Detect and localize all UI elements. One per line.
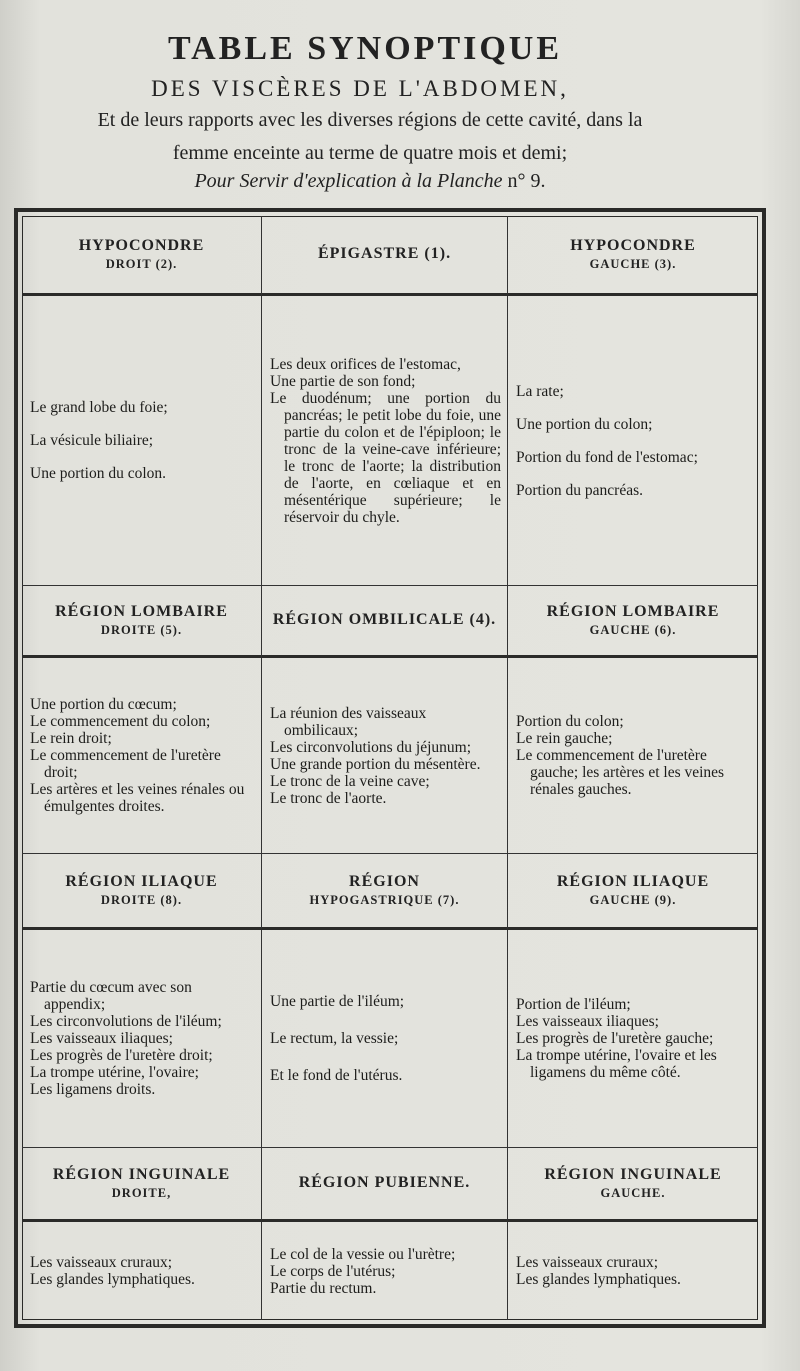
list-item: Le rein gauche; — [516, 730, 613, 747]
list-item: Les artères et les veines rénales ou émulgentes droites. — [30, 781, 245, 815]
list-item: Les ligamens droits. — [30, 1081, 156, 1098]
cell-lombaire-gauche — [508, 658, 758, 854]
header-lombaire-droite — [22, 586, 262, 658]
list-item: Partie du rectum. — [270, 1279, 377, 1297]
header-iliaque-droite — [22, 854, 262, 930]
header-hypogastrique — [262, 854, 508, 930]
subtitle — [10, 104, 730, 170]
header-sub: GAUCHE (3). — [589, 257, 677, 271]
cell-pubienne — [262, 1222, 508, 1320]
list-item: Les vaisseaux cruraux; — [516, 1254, 659, 1271]
cell-lombaire-droite — [22, 658, 262, 854]
list-item: Une portion du cœcum; — [30, 696, 177, 713]
header-title: RÉGION — [349, 873, 420, 890]
list-item: Le rectum, la vessie; — [270, 1030, 399, 1047]
list-item: Le col de la vessie ou l'urètre; — [270, 1245, 456, 1263]
list-item: Les circonvolutions du jéjunum; — [270, 738, 472, 756]
cell-hypocondre-droit — [22, 296, 262, 586]
explanation-italic: Pour Servir d'explication à la Planche — [194, 170, 503, 192]
list-item: Une grande portion du mésentère. — [270, 755, 481, 773]
header-iliaque-gauche — [508, 854, 758, 930]
list-item: Une portion du colon; — [516, 415, 653, 433]
list-item: La trompe utérine, l'ovaire; — [30, 1064, 199, 1081]
header-inguinale-droite — [22, 1148, 262, 1222]
list-item: La rate; — [516, 382, 564, 400]
list-item: Le tronc de la veine cave; — [270, 772, 430, 790]
page-title: TABLE SYNOPTIQUE — [167, 30, 563, 67]
cell-inguinale-droite — [22, 1222, 262, 1320]
list-item: Une partie de son fond; — [270, 372, 416, 390]
header-title: RÉGION INGUINALE — [544, 1166, 722, 1183]
cell-hypocondre-gauche — [508, 296, 758, 586]
list-item: Le grand lobe du foie; — [30, 399, 168, 416]
list-item: Les glandes lymphatiques. — [516, 1271, 681, 1288]
list-item: Les vaisseaux iliaques; — [516, 1013, 659, 1030]
list-item: Le commencement de l'uretère gauche; les artères et les veines rénales gauches. — [516, 747, 725, 798]
list-item: Le tronc de l'aorte. — [270, 789, 387, 807]
header-epigastre — [262, 216, 508, 296]
header-title: RÉGION INGUINALE — [52, 1166, 231, 1183]
header-hypocondre-gauche — [508, 216, 758, 296]
list-item: La vésicule biliaire; — [30, 432, 154, 449]
explanation-line — [10, 170, 730, 193]
list-item: Portion du colon; — [516, 713, 624, 730]
header-ombilicale — [262, 586, 508, 658]
explanation-number: n° 9. — [507, 170, 546, 192]
list-item: Une portion du colon. — [30, 465, 167, 482]
list-item: Les vaisseaux cruraux; — [30, 1254, 173, 1271]
list-item: Le commencement du colon; — [30, 713, 211, 730]
list-item: Une partie de l'iléum; — [270, 993, 405, 1010]
header-inguinale-gauche — [508, 1148, 758, 1222]
cell-inguinale-gauche — [508, 1222, 758, 1320]
list-item: Le rein droit; — [30, 730, 112, 747]
list-item: Portion du fond de l'estomac; — [516, 448, 698, 466]
page-title-line2: DES VISCÈRES DE L'ABDOMEN, — [151, 76, 569, 101]
header-sub: DROITE (8). — [100, 893, 183, 907]
header-title: HYPOCONDRE — [570, 237, 696, 254]
list-item: Les deux orifices de l'estomac, — [270, 355, 461, 373]
cell-ombilicale — [262, 658, 508, 854]
list-item: Et le fond de l'utérus. — [270, 1067, 403, 1084]
list-item: La réunion des vaisseaux ombilicaux; — [270, 704, 427, 739]
header-title: RÉGION OMBILICALE (4). — [272, 610, 497, 628]
header-sub: HYPOGASTRIQUE (7). — [309, 893, 460, 907]
list-item: La trompe utérine, l'ovaire et les ligamens du même côté. — [516, 1047, 717, 1081]
header-title: RÉGION ILIAQUE — [65, 873, 218, 890]
list-item: Les progrès de l'uretère droit; — [30, 1047, 213, 1064]
list-item: Le commencement de l'uretère droit; — [30, 747, 221, 781]
header-pubienne — [262, 1148, 508, 1222]
header-sub: DROIT (2). — [105, 257, 178, 271]
header-title: RÉGION ILIAQUE — [556, 873, 710, 890]
header-title: ÉPIGASTRE (1). — [317, 244, 452, 262]
list-item: Le duodénum; une portion du pancréas; le petit lobe du foie, une partie du colon et de l'épiploon; le tronc de la veine-cave inférieure; le tronc de l'aorte; la distribution de l'aorte, en cœliaque et en mésentérique supérieure; le réservoir du chyle. — [270, 389, 501, 526]
header-title: RÉGION PUBIENNE. — [298, 1173, 471, 1191]
header-sub: DROITE, — [111, 1186, 172, 1200]
header-sub: GAUCHE. — [600, 1186, 666, 1200]
header-title: RÉGION LOMBAIRE — [546, 603, 720, 620]
cell-epigastre — [262, 296, 508, 586]
list-item: Le corps de l'utérus; — [270, 1262, 396, 1280]
header-title: HYPOCONDRE — [78, 237, 205, 254]
list-item: Les glandes lymphatiques. — [30, 1271, 195, 1288]
list-item: Les progrès de l'uretère gauche; — [516, 1030, 714, 1047]
header-sub: GAUCHE (6). — [589, 623, 677, 637]
list-item: Portion du pancréas. — [516, 481, 643, 499]
header-hypocondre-droit — [22, 216, 262, 296]
list-item: Portion de l'iléum; — [516, 996, 631, 1013]
header-sub: GAUCHE (9). — [589, 893, 677, 907]
cell-iliaque-droite — [22, 930, 262, 1148]
header-title: RÉGION LOMBAIRE — [55, 603, 228, 620]
subtitle-line1: Et de leurs rapports avec les diverses régions de cette cavité, dans la — [97, 109, 643, 131]
list-item: Partie du cœcum avec son appendix; — [30, 979, 192, 1013]
cell-hypogastrique — [262, 930, 508, 1148]
list-item: Les circonvolutions de l'iléum; — [30, 1013, 222, 1030]
cell-iliaque-gauche — [508, 930, 758, 1148]
synoptic-table — [22, 216, 758, 1320]
header-lombaire-gauche — [508, 586, 758, 658]
subtitle-line2: femme enceinte au terme de quatre mois et demi; — [172, 142, 568, 164]
header-sub: DROITE (5). — [100, 623, 183, 637]
list-item: Les vaisseaux iliaques; — [30, 1030, 173, 1047]
